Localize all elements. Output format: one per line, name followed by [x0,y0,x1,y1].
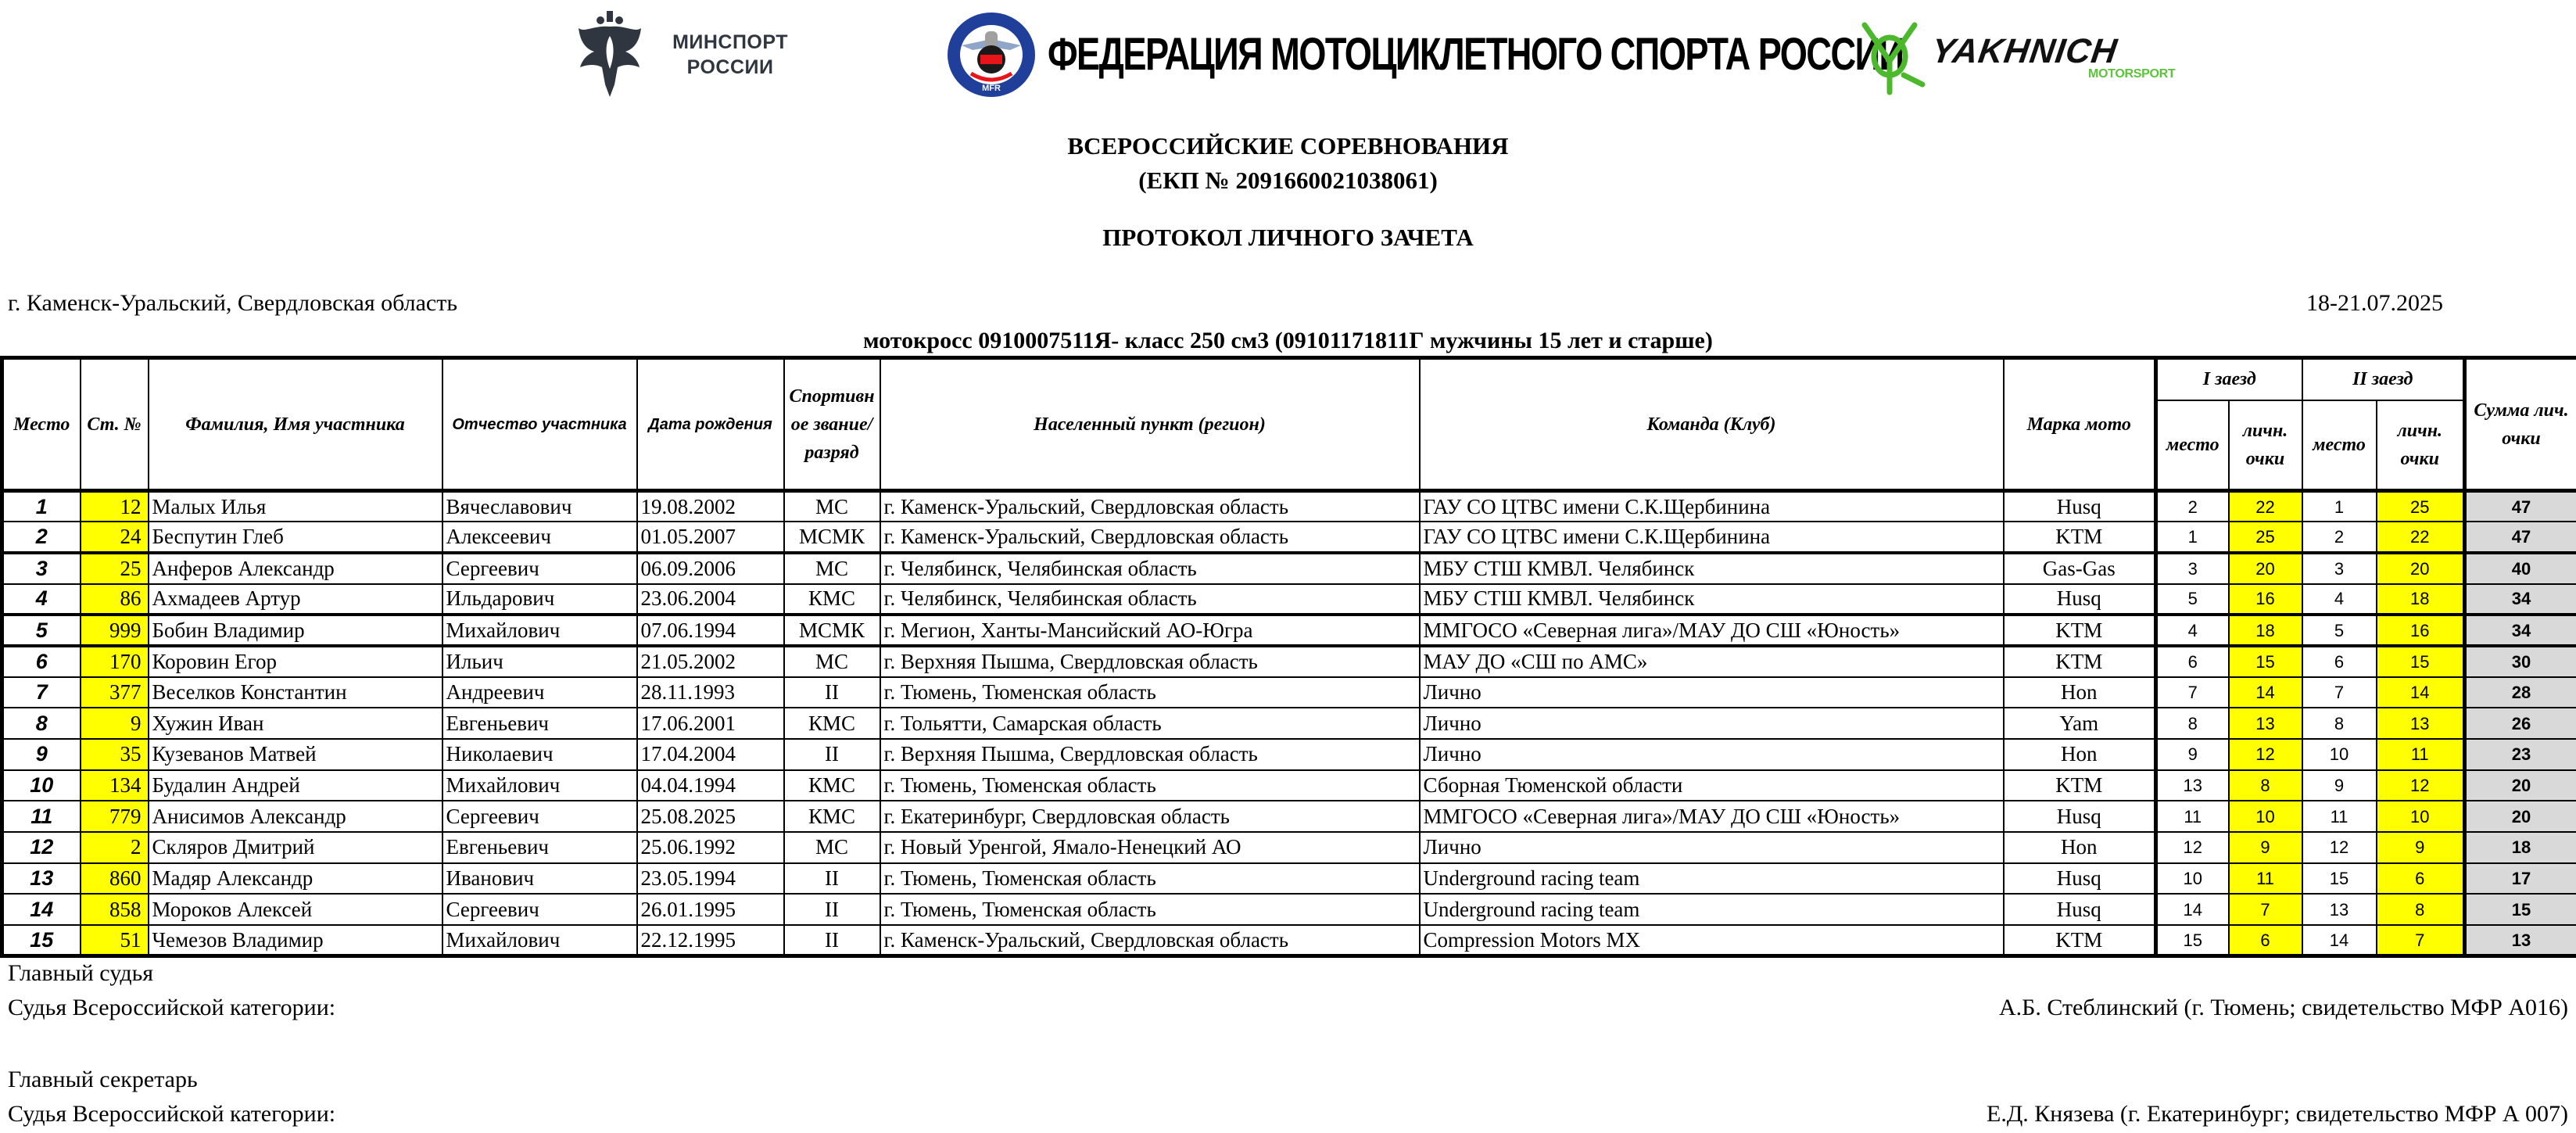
cell-start-number: 24 [81,522,149,553]
cell-start-number: 35 [81,739,149,770]
cell-place: 12 [2,832,81,863]
cell-patronymic: Сергеевич [442,894,637,925]
col-header-team: Команда (Клуб) [1420,358,2004,491]
protocol-title: ПРОТОКОЛ ЛИЧНОГО ЗАЧЕТА [1102,224,1474,251]
cell-city: г. Тюмень, Тюменская область [880,863,1420,895]
cell-race2-place: 3 [2302,553,2377,584]
cell-total-points: 20 [2465,770,2576,801]
col-header-moto: Марка мото [2004,358,2156,491]
cell-rank: КМС [784,801,880,832]
cell-moto: Yam [2004,708,2156,739]
cell-race2-place: 13 [2302,894,2377,925]
table-row [2,801,2576,832]
cell-city: г. Челябинск, Челябинская область [880,553,1420,584]
cell-birth-date: 06.09.2006 [637,553,784,584]
cell-place: 5 [2,615,81,646]
cell-total-points: 26 [2465,708,2576,739]
cell-race2-place: 8 [2302,708,2377,739]
cell-total-points: 13 [2465,925,2576,956]
table-row [2,553,2576,584]
cell-start-number: 25 [81,553,149,584]
table-row [2,863,2576,895]
cell-birth-date: 26.01.1995 [637,894,784,925]
cell-race1-points: 7 [2229,894,2302,925]
cell-team: Лично [1420,739,2004,770]
cell-race2-points: 15 [2377,646,2465,677]
cell-patronymic: Иванович [442,863,637,895]
cell-name: Коровин Егор [149,646,442,677]
cell-team: Compression Motors MX [1420,925,2004,956]
cell-race2-place: 1 [2302,491,2377,522]
table-row [2,925,2576,956]
cell-place: 4 [2,584,81,615]
cell-race2-points: 8 [2377,894,2465,925]
cell-birth-date: 21.05.2002 [637,646,784,677]
cell-name: Чемезов Владимир [149,925,442,956]
cell-rank: КМС [784,770,880,801]
cell-birth-date: 04.04.1994 [637,770,784,801]
cell-total-points: 23 [2465,739,2576,770]
cell-race2-points: 16 [2377,615,2465,646]
cell-name: Веселков Константин [149,677,442,708]
cell-birth-date: 01.05.2007 [637,522,784,553]
col-header-total: Сумма лич. очки [2465,358,2576,491]
cell-race1-place: 5 [2156,584,2229,615]
cell-moto: Husq [2004,863,2156,895]
cell-race1-points: 16 [2229,584,2302,615]
cell-race2-place: 2 [2302,522,2377,553]
cell-race2-points: 10 [2377,801,2465,832]
cell-name: Анисимов Александр [149,801,442,832]
cell-race1-place: 3 [2156,553,2229,584]
cell-moto: Hon [2004,739,2156,770]
col-header-race2-place: место [2302,400,2377,491]
cell-race1-points: 25 [2229,522,2302,553]
cell-place: 13 [2,863,81,895]
cell-name: Малых Илья [149,491,442,522]
minsport-logo [561,9,788,99]
cell-start-number: 86 [81,584,149,615]
cell-place: 9 [2,739,81,770]
cell-moto: Hon [2004,677,2156,708]
cell-name: Беспутин Глеб [149,522,442,553]
cell-patronymic: Евгеньевич [442,708,637,739]
cell-start-number: 779 [81,801,149,832]
cell-name: Ахмадеев Артур [149,584,442,615]
cell-rank: КМС [784,584,880,615]
table-row [2,894,2576,925]
chief-judge-name: А.Б. Стеблинский (г. Тюмень; свидетельство МФР А016) [1998,995,2568,1020]
cell-race1-points: 14 [2229,677,2302,708]
cell-moto: Husq [2004,584,2156,615]
cell-city: г. Новый Уренгой, Ямало-Ненецкий АО [880,832,1420,863]
cell-name: Мадяр Александр [149,863,442,895]
cell-patronymic: Сергеевич [442,801,637,832]
cell-total-points: 17 [2465,863,2576,895]
cell-name: Скляров Дмитрий [149,832,442,863]
cell-rank: II [784,677,880,708]
cell-race2-points: 9 [2377,832,2465,863]
cell-race1-points: 22 [2229,491,2302,522]
cell-city: г. Верхняя Пышма, Свердловская область [880,646,1420,677]
cell-team: МАУ ДО «СШ по АМС» [1420,646,2004,677]
cell-moto: KTM [2004,646,2156,677]
col-header-birth-date: Дата рождения [637,358,784,491]
cell-race1-points: 8 [2229,770,2302,801]
mfr-emblem-icon [944,11,1038,99]
cell-team: Сборная Тюменской области [1420,770,2004,801]
cell-team: ММГОСО «Северная лига»/МАУ ДО СШ «Юность» [1420,801,2004,832]
cell-race1-place: 8 [2156,708,2229,739]
cell-total-points: 34 [2465,584,2576,615]
cell-city: г. Верхняя Пышма, Свердловская область [880,739,1420,770]
table-row [2,522,2576,553]
table-row [2,708,2576,739]
col-header-place: Место [2,358,81,491]
cell-birth-date: 19.08.2002 [637,491,784,522]
cell-rank: МСМК [784,522,880,553]
cell-rank: МС [784,491,880,522]
table-row [2,615,2576,646]
cell-start-number: 858 [81,894,149,925]
yakhnich-emblem-icon [1857,17,1931,95]
ekp-number: (ЕКП № 2091660021038061) [1138,167,1438,194]
cell-place: 10 [2,770,81,801]
cell-team: Underground racing team [1420,894,2004,925]
cell-race1-points: 6 [2229,925,2302,956]
cell-race1-place: 12 [2156,832,2229,863]
cell-race1-place: 14 [2156,894,2229,925]
cell-team: Лично [1420,677,2004,708]
cell-team: ГАУ СО ЦТВС имени С.К.Щербинина [1420,491,2004,522]
table-row [2,770,2576,801]
competition-title: ВСЕРОССИЙСКИЕ СОРЕВНОВАНИЯ [1067,132,1509,160]
cell-moto: KTM [2004,925,2156,956]
sponsor-subtitle: MOTORSPORT [2088,67,2176,81]
cell-birth-date: 17.04.2004 [637,739,784,770]
sponsor-name: YAKHNICH [1929,32,2120,70]
cell-rank: II [784,739,880,770]
cell-race2-points: 25 [2377,491,2465,522]
cell-race2-place: 11 [2302,801,2377,832]
cell-start-number: 377 [81,677,149,708]
cell-patronymic: Алексеевич [442,522,637,553]
cell-birth-date: 23.05.1994 [637,863,784,895]
cell-place: 7 [2,677,81,708]
cell-start-number: 860 [81,863,149,895]
col-header-start-number: Ст. № [81,358,149,491]
cell-race1-place: 11 [2156,801,2229,832]
cell-race2-points: 7 [2377,925,2465,956]
cell-race1-place: 13 [2156,770,2229,801]
cell-moto: Husq [2004,491,2156,522]
col-header-race1-place: место [2156,400,2229,491]
cell-rank: II [784,894,880,925]
cell-total-points: 40 [2465,553,2576,584]
col-header-race1-points: личн. очки [2229,400,2302,491]
cell-rank: МС [784,553,880,584]
cell-city: г. Тюмень, Тюменская область [880,770,1420,801]
cell-birth-date: 25.06.1992 [637,832,784,863]
cell-moto: Husq [2004,801,2156,832]
minsport-line1: МИНСПОРТ [672,30,788,53]
cell-place: 11 [2,801,81,832]
cell-race2-place: 7 [2302,677,2377,708]
federation-title: ФЕДЕРАЦИЯ МОТОЦИКЛЕТНОГО СПОРТА РОССИИ [1048,29,1904,80]
sponsor-logo [1857,17,2176,95]
cell-total-points: 47 [2465,491,2576,522]
table-row [2,584,2576,615]
cell-race2-place: 12 [2302,832,2377,863]
cell-race1-points: 9 [2229,832,2302,863]
table-row [2,739,2576,770]
cell-race1-points: 13 [2229,708,2302,739]
cell-rank: КМС [784,708,880,739]
cell-birth-date: 22.12.1995 [637,925,784,956]
cell-team: Лично [1420,832,2004,863]
cell-race2-place: 15 [2302,863,2377,895]
cell-name: Будалин Андрей [149,770,442,801]
cell-moto: Hon [2004,832,2156,863]
cell-place: 1 [2,491,81,522]
cell-race2-points: 14 [2377,677,2465,708]
cell-patronymic: Андреевич [442,677,637,708]
cell-city: г. Челябинск, Челябинская область [880,584,1420,615]
cell-team: Лично [1420,708,2004,739]
cell-place: 15 [2,925,81,956]
cell-start-number: 170 [81,646,149,677]
cell-rank: МС [784,646,880,677]
table-row [2,646,2576,677]
cell-rank: II [784,863,880,895]
cell-city: г. Екатеринбург, Свердловская область [880,801,1420,832]
event-dates: 18-21.07.2025 [2306,290,2443,316]
cell-race1-points: 18 [2229,615,2302,646]
cell-race1-place: 6 [2156,646,2229,677]
cell-team: Underground racing team [1420,863,2004,895]
cell-city: г. Тольятти, Самарская область [880,708,1420,739]
cell-race1-place: 9 [2156,739,2229,770]
cell-race2-place: 10 [2302,739,2377,770]
col-header-race1: I заезд [2156,358,2302,400]
cell-moto: KTM [2004,522,2156,553]
cell-team: ММГОСО «Северная лига»/МАУ ДО СШ «Юность» [1420,615,2004,646]
table-row [2,491,2576,522]
cell-birth-date: 17.06.2001 [637,708,784,739]
cell-city: г. Каменск-Уральский, Свердловская область [880,491,1420,522]
svg-text:MFR: MFR [982,84,1001,93]
cell-patronymic: Евгеньевич [442,832,637,863]
cell-patronymic: Вячеславович [442,491,637,522]
cell-total-points: 34 [2465,615,2576,646]
cell-race1-place: 10 [2156,863,2229,895]
cell-birth-date: 28.11.1993 [637,677,784,708]
results-table [0,356,2576,958]
chief-secretary-label: Главный секретарь [8,1067,198,1092]
discipline-title: мотокросс 0910007511Я- класс 250 см3 (09101171811Г мужчины 15 лет и старше) [863,328,1713,353]
cell-start-number: 999 [81,615,149,646]
cell-race2-place: 5 [2302,615,2377,646]
cell-city: г. Каменск-Уральский, Свердловская область [880,522,1420,553]
cell-race1-points: 12 [2229,739,2302,770]
col-header-city: Населенный пункт (регион) [880,358,1420,491]
cell-city: г. Каменск-Уральский, Свердловская область [880,925,1420,956]
cell-moto: KTM [2004,770,2156,801]
cell-race1-points: 20 [2229,553,2302,584]
cell-race1-points: 10 [2229,801,2302,832]
cell-rank: МС [784,832,880,863]
cell-rank: II [784,925,880,956]
cell-race1-place: 2 [2156,491,2229,522]
minsport-line2: РОССИИ [686,56,774,78]
cell-birth-date: 07.06.1994 [637,615,784,646]
cell-patronymic: Сергеевич [442,553,637,584]
cell-race2-points: 18 [2377,584,2465,615]
cell-city: г. Тюмень, Тюменская область [880,677,1420,708]
col-header-race2: II заезд [2302,358,2465,400]
cell-total-points: 15 [2465,894,2576,925]
cell-birth-date: 25.08.2025 [637,801,784,832]
col-header-name: Фамилия, Имя участника [149,358,442,491]
table-row [2,832,2576,863]
cell-race1-place: 4 [2156,615,2229,646]
chief-secretary-category: Судья Всероссийской категории: [8,1101,336,1127]
cell-start-number: 2 [81,832,149,863]
cell-race1-place: 7 [2156,677,2229,708]
cell-team: МБУ СТШ КМВЛ. Челябинск [1420,584,2004,615]
cell-start-number: 51 [81,925,149,956]
cell-moto: KTM [2004,615,2156,646]
cell-patronymic: Михайлович [442,615,637,646]
cell-race2-points: 22 [2377,522,2465,553]
cell-place: 6 [2,646,81,677]
cell-name: Анферов Александр [149,553,442,584]
cell-city: г. Мегион, Ханты-Мансийский АО-Югра [880,615,1420,646]
col-header-race2-points: личн. очки [2377,400,2465,491]
cell-race1-place: 15 [2156,925,2229,956]
cell-race2-points: 11 [2377,739,2465,770]
cell-total-points: 18 [2465,832,2576,863]
cell-patronymic: Михайлович [442,770,637,801]
cell-start-number: 134 [81,770,149,801]
cell-rank: МСМК [784,615,880,646]
cell-place: 3 [2,553,81,584]
event-location: г. Каменск-Уральский, Свердловская область [8,290,458,316]
cell-race1-place: 1 [2156,522,2229,553]
cell-race1-points: 15 [2229,646,2302,677]
cell-race2-points: 12 [2377,770,2465,801]
cell-place: 2 [2,522,81,553]
cell-race2-place: 4 [2302,584,2377,615]
cell-total-points: 20 [2465,801,2576,832]
cell-name: Бобин Владимир [149,615,442,646]
cell-total-points: 30 [2465,646,2576,677]
cell-start-number: 9 [81,708,149,739]
cell-patronymic: Михайлович [442,925,637,956]
cell-place: 8 [2,708,81,739]
cell-patronymic: Ильич [442,646,637,677]
cell-race2-points: 20 [2377,553,2465,584]
cell-total-points: 47 [2465,522,2576,553]
cell-team: МБУ СТШ КМВЛ. Челябинск [1420,553,2004,584]
cell-race2-points: 13 [2377,708,2465,739]
cell-team: ГАУ СО ЦТВС имени С.К.Щербинина [1420,522,2004,553]
chief-judge-label: Главный судья [8,960,154,986]
cell-race2-place: 6 [2302,646,2377,677]
chief-secretary-name: Е.Д. Князева (г. Екатеринбург; свидетельство МФР А 007) [1987,1101,2568,1127]
chief-judge-category: Судья Всероссийской категории: [8,995,336,1020]
cell-name: Кузеванов Матвей [149,739,442,770]
col-header-rank: Спортивное звание/разряд [784,358,880,491]
cell-race2-place: 9 [2302,770,2377,801]
double-headed-eagle-icon [561,9,658,99]
cell-birth-date: 23.06.2004 [637,584,784,615]
cell-start-number: 12 [81,491,149,522]
cell-patronymic: Ильдарович [442,584,637,615]
col-header-patronymic: Отчество участника [442,358,637,491]
cell-place: 14 [2,894,81,925]
cell-patronymic: Николаевич [442,739,637,770]
cell-race1-points: 11 [2229,863,2302,895]
cell-moto: Gas-Gas [2004,553,2156,584]
cell-name: Хужин Иван [149,708,442,739]
cell-race2-place: 14 [2302,925,2377,956]
cell-total-points: 28 [2465,677,2576,708]
table-row [2,677,2576,708]
cell-city: г. Тюмень, Тюменская область [880,894,1420,925]
cell-name: Мороков Алексей [149,894,442,925]
cell-race2-points: 6 [2377,863,2465,895]
cell-moto: Husq [2004,894,2156,925]
